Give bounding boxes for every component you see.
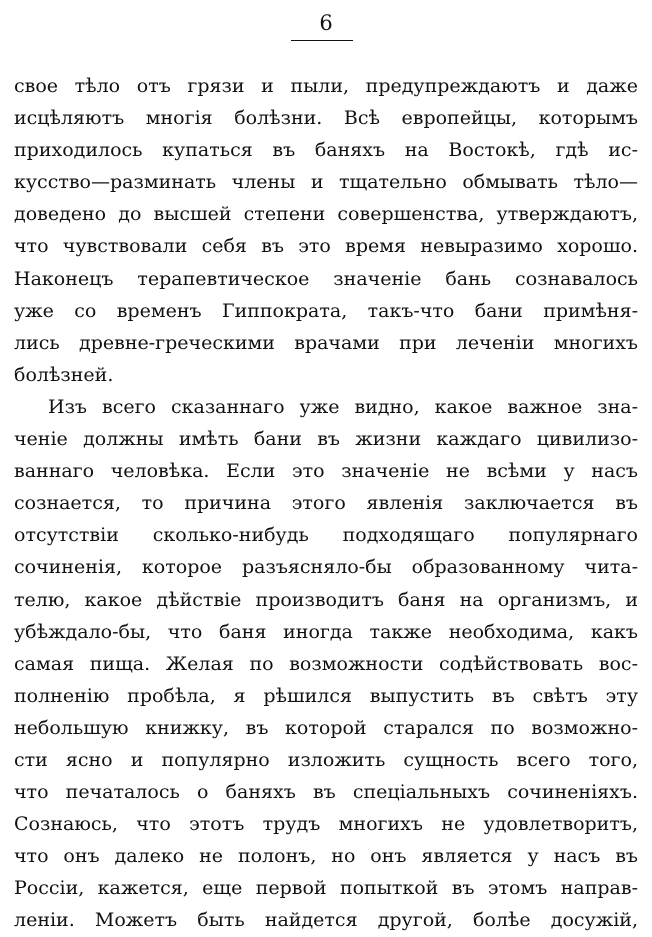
text-line: лись древне-греческими врачами при леченіи многихъ [14,331,638,354]
text-line: телю, какое дѣйствіе производитъ баня на организмъ, и [14,588,638,611]
text-line: свое тѣло отъ грязи и пыли, предупреждаютъ и даже [14,75,638,97]
text-line: отсутствіи сколько-нибудь подходящаго популярнаго [14,524,638,547]
text-line: Сознаюсь, что этотъ трудъ многихъ не удовлетворитъ, [14,813,638,836]
text-line: сочиненія, которое разъясняло-бы образованному чита- [14,556,638,579]
text-line: полненію пробѣла, я рѣшился выпустить въ свѣтъ эту [14,684,638,707]
text-line: сти ясно и популярно изложить сущность всего того, [14,748,638,771]
text-line: что печаталось о баняхъ въ спеціальныхъ сочиненіяхъ. [14,781,638,804]
text-line: что онъ далеко не полонъ, но онъ является у насъ въ [14,845,638,868]
text-line: леніи. Можетъ быть найдется другой, болѣе досужій, [14,909,638,932]
page-number-rule [291,40,353,41]
text-line: Наконецъ терапевтическое значеніе бань сознавалось [14,267,638,290]
text-line: исцѣляютъ многія болѣзни. Всѣ европейцы, которымъ [14,107,638,130]
body-text [14,70,638,937]
text-line: ченіе должны имѣть бани въ жизни каждаго цивилизо- [14,428,638,451]
page-number: 6 [319,11,333,35]
text-line: ваннаго человѣка. Если это значеніе не всѣми у насъ [14,460,638,483]
text-line: сознается, то причина этого явленія заключается въ [14,492,638,515]
text-line: Россіи, кажется, еще первой попыткой въ этомъ направ- [14,877,638,900]
text-line: уже со временъ Гиппократа, такъ-что бани примѣня- [14,299,638,322]
text-line: убѣждало-бы, что баня иногда также необходима, какъ [14,620,638,643]
text-line: болѣзней. [14,363,114,386]
text-line: самая пища. Желая по возможности содѣйствовать вос- [14,652,638,675]
text-line: доведено до высшей степени совершенства, утверждаютъ, [14,203,638,226]
text-line: Изъ всего сказаннаго уже видно, какое важное зна- [48,395,638,418]
text-line: кусство—разминать члены и тщательно обмывать тѣло— [14,171,638,194]
text-line: приходилось купаться въ баняхъ на Востокѣ, гдѣ ис- [14,139,638,162]
text-line: что чувствовали себя въ это время невыразимо хорошо. [14,235,638,258]
text-line: небольшую книжку, въ которой старался по возможно- [14,716,638,739]
